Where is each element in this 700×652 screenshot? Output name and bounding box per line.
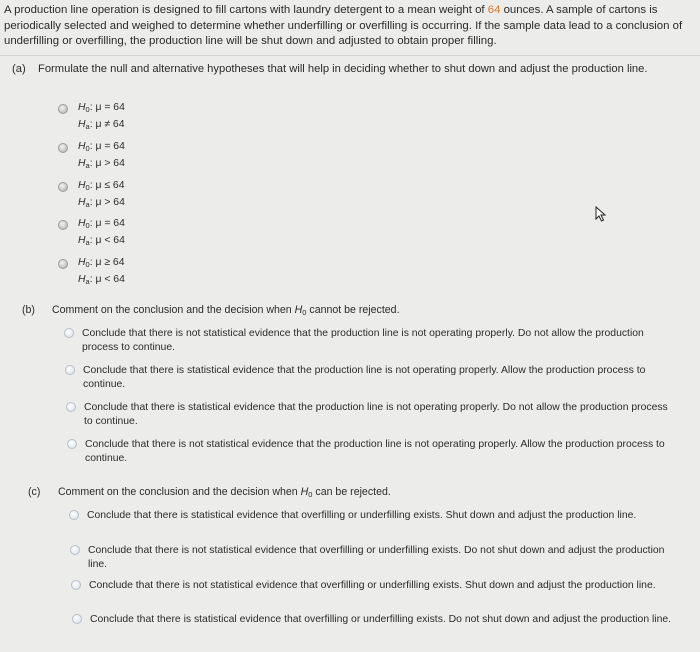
hypothesis-option-4[interactable] bbox=[58, 216, 125, 250]
radio-button[interactable] bbox=[58, 143, 68, 153]
alternative-hypothesis: $H_a$: μ < 64 bbox=[78, 274, 125, 286]
null-hypothesis: $H_0$: μ = 64 bbox=[78, 102, 125, 114]
part-c-option-2[interactable] bbox=[70, 544, 678, 571]
part-c-question: (c) Comment on the conclusion and the decision when $H_0$ can be rejected. bbox=[28, 486, 391, 499]
radio-button[interactable] bbox=[58, 259, 68, 269]
radio-button[interactable] bbox=[72, 614, 82, 624]
hypothesis-option-1[interactable] bbox=[58, 100, 125, 134]
alternative-hypothesis: $H_a$: μ ≠ 64 bbox=[78, 119, 125, 131]
mouse-pointer-icon bbox=[595, 206, 609, 222]
null-hypothesis: $H_0$: μ = 64 bbox=[78, 141, 125, 153]
part-c-option-3[interactable] bbox=[71, 579, 679, 593]
option-text: Conclude that there is statistical evidence that the production line is not operating properly. Do not allow the production process to continue. bbox=[84, 402, 668, 427]
part-b-option-3[interactable] bbox=[66, 401, 674, 428]
intro-text-before: A production line operation is designed to fill cartons with laundry detergent to a mean weight of bbox=[4, 4, 488, 16]
option-text: Conclude that there is statistical evidence that the production line is not operating properly. Allow the production process to continue. bbox=[83, 365, 646, 390]
radio-button[interactable] bbox=[64, 328, 74, 338]
target-weight: 64 bbox=[487, 4, 501, 16]
null-hypothesis: $H_0$: μ = 64 bbox=[78, 218, 125, 230]
part-c-option-1[interactable] bbox=[69, 509, 677, 523]
null-hypothesis: $H_0$: μ ≤ 64 bbox=[78, 180, 125, 192]
part-b-question: (b) Comment on the conclusion and the decision when $H_0$ cannot be rejected. bbox=[22, 304, 400, 317]
part-a-question bbox=[12, 62, 692, 77]
alternative-hypothesis: $H_a$: μ > 64 bbox=[78, 158, 125, 170]
part-b-option-2[interactable] bbox=[65, 364, 673, 391]
option-text: Conclude that there is statistical evidence that overfilling or underfilling exists. Do not shut down and adjust the production line. bbox=[90, 614, 672, 625]
radio-button[interactable] bbox=[66, 402, 76, 412]
intro-text-after: ounces. A sample of cartons is periodically selected and weighed to determine whether underfilling or overfilling is occurring. If the sample data lead to a conclusion of underfilling or overfilling, the production line will be shut down and adjusted to obtain proper filling. bbox=[4, 4, 683, 47]
part-a-text: Formulate the null and alternative hypotheses that will help in deciding whether to shut down and adjust the production line. bbox=[38, 63, 648, 75]
radio-button[interactable] bbox=[70, 545, 80, 555]
radio-button[interactable] bbox=[58, 182, 68, 192]
radio-button[interactable] bbox=[65, 365, 75, 375]
divider bbox=[0, 55, 700, 56]
option-text: Conclude that there is statistical evidence that overfilling or underfilling exists. Shut down and adjust the production line. bbox=[87, 510, 637, 521]
hypothesis-option-3[interactable] bbox=[58, 178, 125, 212]
part-b-label: (b) bbox=[22, 304, 35, 316]
part-c-option-4[interactable] bbox=[72, 613, 680, 627]
part-b-option-1[interactable] bbox=[64, 327, 672, 354]
radio-button[interactable] bbox=[58, 104, 68, 114]
hypothesis-option-5[interactable] bbox=[58, 255, 125, 289]
part-a-label: (a) bbox=[12, 63, 26, 75]
radio-button[interactable] bbox=[69, 510, 79, 520]
part-c-label: (c) bbox=[28, 486, 41, 498]
option-text: Conclude that there is not statistical evidence that overfilling or underfilling exists. Do not shut down and adjust the production line. bbox=[88, 545, 665, 570]
radio-button[interactable] bbox=[71, 580, 81, 590]
part-b-option-4[interactable] bbox=[67, 438, 675, 465]
alternative-hypothesis: $H_a$: μ < 64 bbox=[78, 235, 125, 247]
option-text: Conclude that there is not statistical evidence that the production line is not operating properly. Allow the production process to continue. bbox=[85, 439, 665, 464]
radio-button[interactable] bbox=[67, 439, 77, 449]
option-text: Conclude that there is not statistical evidence that overfilling or underfilling exists. Shut down and adjust the production line. bbox=[89, 580, 656, 591]
null-hypothesis: $H_0$: μ ≥ 64 bbox=[78, 257, 125, 269]
hypothesis-option-2[interactable] bbox=[58, 139, 125, 173]
option-text: Conclude that there is not statistical evidence that the production line is not operating properly. Do not allow the production process to continue. bbox=[82, 328, 644, 353]
radio-button[interactable] bbox=[58, 220, 68, 230]
alternative-hypothesis: $H_a$: μ > 64 bbox=[78, 197, 125, 209]
problem-statement bbox=[4, 3, 694, 50]
